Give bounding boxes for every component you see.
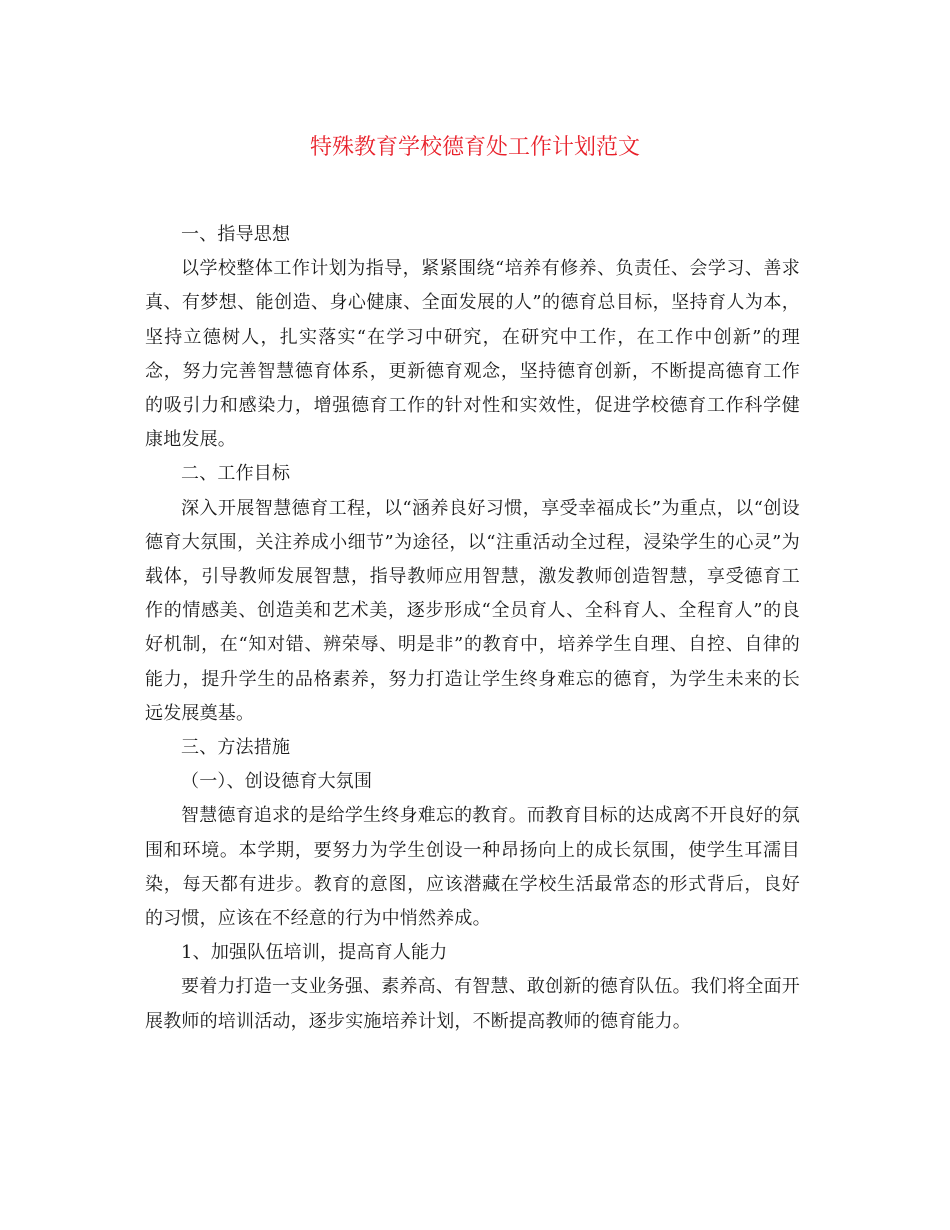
- subheading-atmosphere: （一）、创设德育大氛围: [181, 771, 373, 793]
- paragraph-team-training: 要着力打造一支业务强、素养高、有智慧、敢创新的德育队伍。我们将全面开展教师的培训活动，逐步实施培养计划，不断提高教师的德育能力。: [145, 976, 800, 1032]
- heading-guiding-ideology: 一、指导思想: [181, 224, 291, 245]
- document-title: 特殊教育学校德育处工作计划范文: [309, 135, 640, 160]
- document-body: [145, 218, 800, 1039]
- paragraph-guiding-ideology: 以学校整体工作计划为指导，紧紧围绕“培养有修养、负责任、会学习、善求真、有梦想、能创造、身心健康、全面发展的人”的德育总目标，坚持育人为本，坚持立德树人，扎实落实“在学习中研究，在研究中工作，在工作中创新”的理念，努力完善智慧德育体系，更新德育观念，坚持德育创新，不断提高德育工作的吸引力和感染力，增强德育工作的针对性和实效性，促进学校德育工作科学健康地发展。: [145, 258, 800, 451]
- heading-methods: 三、方法措施: [181, 737, 291, 759]
- subheading-team-training: 1、加强队伍培训，提高育人能力: [181, 942, 448, 964]
- paragraph-atmosphere: 智慧德育追求的是给学生终身难忘的教育。而教育目标的达成离不开良好的氛围和环境。本学期，要努力为学生创设一种昂扬向上的成长氛围，使学生耳濡目染，每天都有进步。教育的意图，应该潜藏在学校生活最常态的形式背后，良好的习惯，应该在不经意的行为中悄然养成。: [145, 805, 800, 930]
- heading-work-goals: 二、工作目标: [181, 463, 291, 485]
- paragraph-work-goals: 深入开展智慧德育工程，以“涵养良好习惯，享受幸福成长”为重点，以“创设德育大氛围，关注养成小细节”为途径，以“注重活动全过程，浸染学生的心灵”为载体，引导教师发展智慧，指导教师应用智慧，激发教师创造智慧，享受德育工作的情感美、创造美和艺术美，逐步形成“全员育人、全科育人、全程育人”的良好机制，在“知对错、辨荣辱、明是非”的教育中，培养学生自理、自控、自律的能力，提升学生的品格素养，努力打造让学生终身难忘的德育，为学生未来的长远发展奠基。: [145, 497, 800, 724]
